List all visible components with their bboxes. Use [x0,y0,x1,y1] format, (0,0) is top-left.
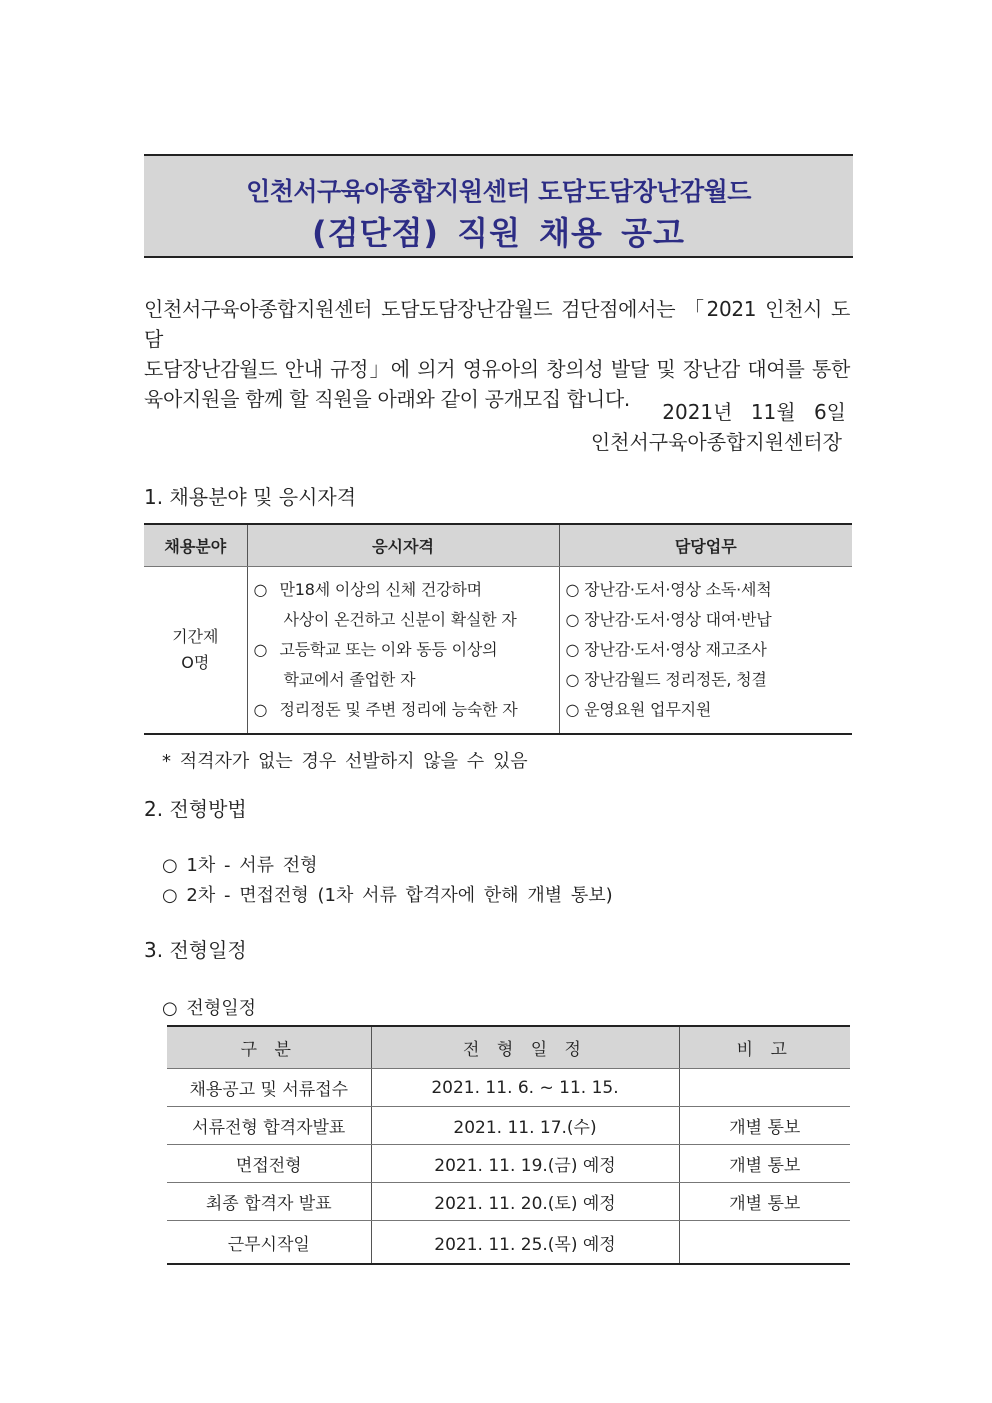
header-category: 구 분 [167,1026,371,1069]
qualification-item: 사상이 온건하고 신분이 확실한 자 [283,610,517,629]
method-item: ○ 2차 - 면접전형 (1차 서류 합격자에 한해 개별 통보) [162,885,613,906]
section2-heading: 2. 전형방법 [144,797,247,821]
header-qualification: 응시자격 [247,524,559,567]
schedule-date: 2021. 11. 25.(목) 예정 [371,1221,679,1265]
qualification-table [144,523,852,735]
schedule-subheading: ○ 전형일정 [162,998,256,1019]
field-count: O명 [181,653,210,672]
organization-name: 인천서구육아종합지원센터장 [590,430,842,454]
qualification-item: ○ 고등학교 또는 이와 동등 이상의 [253,640,498,659]
header-schedule: 전 형 일 정 [371,1026,679,1069]
header-field: 채용분야 [144,524,247,567]
schedule-date: 2021. 11. 20.(토) 예정 [371,1183,679,1221]
table-row [167,1183,850,1221]
schedule-remark [679,1069,850,1107]
section1-heading: 1. 채용분야 및 응시자격 [144,485,357,509]
header-remarks: 비 고 [679,1026,850,1069]
schedule-date: 2021. 11. 19.(금) 예정 [371,1145,679,1183]
qualification-item: ○ 정리정돈 및 주변 정리에 능숙한 자 [253,700,518,719]
qualification-item: ○ 만18세 이상의 신체 건강하며 [253,580,482,599]
method-item: ○ 1차 - 서류 전형 [162,855,318,876]
title-box [144,154,853,258]
schedule-category: 최종 합격자 발표 [167,1183,371,1221]
schedule-date: 2021. 11. 6. ~ 11. 15. [371,1069,679,1107]
field-type: 기간제 [172,627,219,646]
schedule-table [167,1025,850,1265]
schedule-remark: 개별 통보 [679,1145,850,1183]
schedule-category: 면접전형 [167,1145,371,1183]
intro-line2: 도담장난감월드 안내 규정」에 의거 영유아의 창의성 발달 및 장난감 대여를 통한 [144,357,850,381]
schedule-category: 근무시작일 [227,1234,310,1255]
qualification-item: 학교에서 졸업한 자 [283,670,416,689]
intro-line1: 인천서구육아종합지원센터 도담도담장난감월드 검단점에서는 「2021 인천시 도담 [144,297,850,351]
duty-item: ○ 장난감·도서·영상 대여·반납 [565,610,772,629]
duties-cell [559,567,852,735]
duty-item: ○ 장난감월드 정리정돈, 청결 [565,670,767,689]
header-duties: 담당업무 [559,524,852,567]
table-row [167,1107,850,1145]
qualifications-cell [247,567,559,735]
schedule-category: 채용공고 및 서류접수 [167,1069,371,1107]
duty-item: ○ 운영요원 업무지원 [565,700,712,719]
schedule-remark: 개별 통보 [679,1183,850,1221]
title-line2: (검단점) 직원 채용 공고 [312,214,685,252]
duty-item: ○ 장난감·도서·영상 소독·세척 [565,580,772,599]
table-row [167,1221,850,1265]
field-cell [144,567,247,735]
table-row [167,1145,850,1183]
table-row [167,1069,850,1107]
schedule-category: 서류전형 합격자발표 [167,1107,371,1145]
note: * 적격자가 없는 경우 선발하지 않을 수 있음 [162,751,528,772]
schedule-remark: 개별 통보 [679,1107,850,1145]
duty-item: ○ 장난감·도서·영상 재고조사 [565,640,767,659]
title-line1: 인천서구육아종합지원센터 도담도담장난감월드 [246,177,751,206]
schedule-date: 2021. 11. 17.(수) [371,1107,679,1145]
announcement-date: 2021년 11월 6일 [662,400,846,424]
schedule-remark [679,1221,850,1265]
section3-heading: 3. 전형일정 [144,938,247,962]
intro-line3: 육아지원을 함께 할 직원을 아래와 같이 공개모집 합니다. [144,387,630,411]
